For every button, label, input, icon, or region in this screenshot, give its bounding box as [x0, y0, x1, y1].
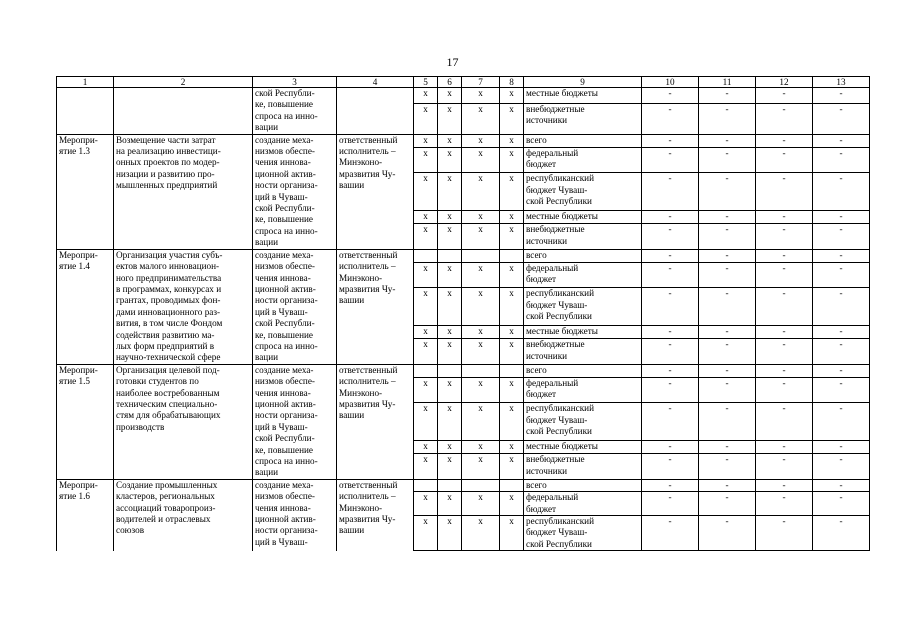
measure-goal: создание меха- низмов обеспе- чения иннова- ционной актив- ности организа- ций в Чуваш- ской Республи- ке, повышение спроса на инно- вации [253, 134, 337, 249]
funding-source: всего [524, 134, 642, 147]
code-cell: x [462, 262, 500, 287]
column-number: 2 [114, 77, 253, 88]
amount-cell: - [699, 516, 756, 551]
column-number: 9 [524, 77, 642, 88]
column-number: 1 [57, 77, 114, 88]
amount-cell: - [813, 147, 870, 172]
code-cell: x [462, 339, 500, 364]
measure-code: Меропри- ятие 1.4 [57, 249, 114, 364]
code-cell: x [438, 492, 462, 516]
code-cell: x [438, 134, 462, 147]
code-cell: x [414, 224, 438, 249]
amount-cell: - [642, 364, 699, 377]
amount-cell: - [699, 173, 756, 211]
code-cell: x [414, 262, 438, 287]
code-cell [500, 249, 524, 262]
amount-cell: - [756, 88, 813, 104]
amount-cell: - [642, 492, 699, 516]
code-cell: x [462, 288, 500, 326]
amount-cell: - [642, 479, 699, 491]
code-cell: x [500, 454, 524, 479]
code-cell: x [438, 454, 462, 479]
code-cell: x [500, 378, 524, 403]
amount-cell: - [813, 288, 870, 326]
code-cell: x [500, 492, 524, 516]
amount-cell: - [813, 403, 870, 441]
amount-cell: - [813, 224, 870, 249]
code-cell: x [462, 516, 500, 551]
funding-source: всего [524, 364, 642, 377]
funding-source: федеральный бюджет [524, 378, 642, 403]
amount-cell: - [642, 210, 699, 223]
funding-source: федеральный бюджет [524, 262, 642, 287]
amount-cell: - [699, 224, 756, 249]
code-cell: x [414, 134, 438, 147]
code-cell: x [438, 262, 462, 287]
code-cell: x [438, 378, 462, 403]
amount-cell: - [642, 249, 699, 262]
amount-cell: - [813, 492, 870, 516]
code-cell: x [414, 339, 438, 364]
amount-cell: - [756, 147, 813, 172]
amount-cell: - [813, 516, 870, 551]
column-number: 10 [642, 77, 699, 88]
funding-source: республиканский бюджет Чуваш- ской Республики [524, 288, 642, 326]
code-cell: x [462, 326, 500, 339]
amount-cell: - [813, 441, 870, 454]
code-cell [462, 364, 500, 377]
amount-cell: - [699, 479, 756, 491]
amount-cell: - [813, 249, 870, 262]
funding-source: республиканский бюджет Чуваш- ской Республики [524, 403, 642, 441]
amount-cell: - [699, 103, 756, 134]
funding-source: республиканский бюджет Чуваш- ской Республики [524, 516, 642, 551]
code-cell: x [414, 516, 438, 551]
amount-cell: - [699, 88, 756, 104]
measure-title: Организация участия субъ- ектов малого инновацион- ного предпринимательства в программах, конкурсах и грантах, проводимых фон- дами инновационного раз- вития, в том числе Фондом содействия развитию ма- лых форм предприятий в научно-технической сфере [114, 249, 253, 364]
table-row [57, 88, 870, 104]
code-cell: x [438, 88, 462, 104]
code-cell: x [438, 288, 462, 326]
code-cell: x [438, 326, 462, 339]
measure-executor: ответственный исполнитель – Минэконо- мразвития Чу- вашии [337, 364, 414, 479]
measure-code: Меропри- ятие 1.5 [57, 364, 114, 479]
table-row [57, 364, 870, 377]
amount-cell: - [756, 441, 813, 454]
code-cell: x [414, 326, 438, 339]
amount-cell: - [813, 88, 870, 104]
amount-cell: - [756, 224, 813, 249]
code-cell: x [438, 103, 462, 134]
funding-source: федеральный бюджет [524, 492, 642, 516]
measure-executor: ответственный исполнитель – Минэконо- мразвития Чу- вашии [337, 479, 414, 550]
funding-source: всего [524, 479, 642, 491]
column-number: 11 [699, 77, 756, 88]
code-cell: x [462, 88, 500, 104]
code-cell: x [414, 492, 438, 516]
code-cell: x [500, 441, 524, 454]
code-cell: x [462, 454, 500, 479]
column-number: 8 [500, 77, 524, 88]
amount-cell: - [642, 516, 699, 551]
code-cell: x [414, 88, 438, 104]
code-cell: x [438, 147, 462, 172]
code-cell [414, 249, 438, 262]
amount-cell: - [699, 441, 756, 454]
code-cell [500, 364, 524, 377]
code-cell: x [462, 378, 500, 403]
amount-cell: - [642, 173, 699, 211]
measure-title [114, 88, 253, 135]
funding-source: всего [524, 249, 642, 262]
amount-cell: - [642, 103, 699, 134]
program-table [56, 76, 870, 551]
amount-cell: - [699, 147, 756, 172]
code-cell: x [414, 288, 438, 326]
code-cell: x [414, 147, 438, 172]
amount-cell: - [699, 454, 756, 479]
amount-cell: - [813, 479, 870, 491]
code-cell [414, 364, 438, 377]
column-number: 4 [337, 77, 414, 88]
code-cell: x [438, 516, 462, 551]
code-cell: x [500, 288, 524, 326]
measure-goal: ской Республи- ке, повышение спроса на инно- вации [253, 88, 337, 135]
measure-title: Возмещение части затрат на реализацию инвестици- онных проектов по модер- низации и развитию про- мышленных предприятий [114, 134, 253, 249]
code-cell: x [500, 224, 524, 249]
amount-cell: - [642, 262, 699, 287]
code-cell: x [414, 173, 438, 211]
amount-cell: - [756, 454, 813, 479]
code-cell: x [500, 403, 524, 441]
amount-cell: - [756, 173, 813, 211]
measure-title: Создание промышленных кластеров, региональных ассоциаций товаропроиз- водителей и отраслевых союзов [114, 479, 253, 550]
column-number: 12 [756, 77, 813, 88]
measure-executor [337, 88, 414, 135]
amount-cell: - [699, 403, 756, 441]
funding-source: федеральный бюджет [524, 147, 642, 172]
code-cell: x [500, 147, 524, 172]
funding-source: внебюджетные источники [524, 454, 642, 479]
measure-executor: ответственный исполнитель – Минэконо- мразвития Чу- вашии [337, 249, 414, 364]
code-cell: x [414, 103, 438, 134]
code-cell [462, 479, 500, 491]
amount-cell: - [699, 210, 756, 223]
amount-cell: - [699, 364, 756, 377]
funding-source: республиканский бюджет Чуваш- ской Республики [524, 173, 642, 211]
code-cell [462, 249, 500, 262]
amount-cell: - [756, 210, 813, 223]
code-cell: x [462, 103, 500, 134]
amount-cell: - [642, 88, 699, 104]
code-cell [438, 364, 462, 377]
code-cell [414, 479, 438, 491]
column-number: 3 [253, 77, 337, 88]
amount-cell: - [756, 479, 813, 491]
code-cell: x [500, 103, 524, 134]
funding-source: местные бюджеты [524, 441, 642, 454]
column-number: 13 [813, 77, 870, 88]
code-cell: x [462, 403, 500, 441]
code-cell: x [500, 134, 524, 147]
code-cell: x [462, 492, 500, 516]
amount-cell: - [699, 492, 756, 516]
measure-code [57, 88, 114, 135]
amount-cell: - [756, 378, 813, 403]
amount-cell: - [756, 403, 813, 441]
amount-cell: - [756, 364, 813, 377]
code-cell: x [414, 454, 438, 479]
amount-cell: - [756, 516, 813, 551]
amount-cell: - [642, 441, 699, 454]
code-cell: x [414, 210, 438, 223]
amount-cell: - [642, 454, 699, 479]
amount-cell: - [756, 326, 813, 339]
code-cell: x [500, 88, 524, 104]
code-cell: x [500, 326, 524, 339]
code-cell: x [438, 210, 462, 223]
amount-cell: - [813, 103, 870, 134]
column-number: 6 [438, 77, 462, 88]
table-row [57, 479, 870, 491]
measure-executor: ответственный исполнитель – Минэконо- мразвития Чу- вашии [337, 134, 414, 249]
amount-cell: - [813, 173, 870, 211]
column-number: 7 [462, 77, 500, 88]
measure-code: Меропри- ятие 1.6 [57, 479, 114, 550]
amount-cell: - [756, 262, 813, 287]
amount-cell: - [642, 339, 699, 364]
table-row [57, 249, 870, 262]
funding-source: местные бюджеты [524, 326, 642, 339]
measure-code: Меропри- ятие 1.3 [57, 134, 114, 249]
column-number-row [57, 77, 870, 88]
amount-cell: - [756, 339, 813, 364]
amount-cell: - [756, 492, 813, 516]
table-row [57, 134, 870, 147]
amount-cell: - [699, 134, 756, 147]
page-number: 17 [446, 55, 459, 69]
measure-goal: создание меха- низмов обеспе- чения иннова- ционной актив- ности организа- ций в Чуваш- [253, 479, 337, 550]
code-cell: x [500, 339, 524, 364]
amount-cell: - [642, 224, 699, 249]
code-cell: x [500, 173, 524, 211]
funding-source: местные бюджеты [524, 210, 642, 223]
amount-cell: - [642, 288, 699, 326]
code-cell: x [462, 173, 500, 211]
amount-cell: - [813, 454, 870, 479]
code-cell: x [462, 210, 500, 223]
amount-cell: - [642, 326, 699, 339]
code-cell: x [414, 403, 438, 441]
amount-cell: - [699, 288, 756, 326]
code-cell: x [414, 378, 438, 403]
code-cell [500, 479, 524, 491]
amount-cell: - [813, 339, 870, 364]
measure-goal: создание меха- низмов обеспе- чения иннова- ционной актив- ности организа- ций в Чуваш- ской Республи- ке, повышение спроса на инно- вации [253, 364, 337, 479]
code-cell: x [438, 339, 462, 364]
amount-cell: - [756, 134, 813, 147]
amount-cell: - [699, 326, 756, 339]
amount-cell: - [813, 326, 870, 339]
measure-title: Организация целевой под- готовки студентов по наиболее востребованным техническим специально- стям для обрабатывающих производств [114, 364, 253, 479]
code-cell: x [500, 210, 524, 223]
amount-cell: - [813, 134, 870, 147]
funding-source: внебюджетные источники [524, 339, 642, 364]
amount-cell: - [756, 103, 813, 134]
code-cell: x [462, 441, 500, 454]
amount-cell: - [756, 249, 813, 262]
code-cell: x [438, 403, 462, 441]
code-cell: x [438, 441, 462, 454]
funding-source: местные бюджеты [524, 88, 642, 104]
measure-goal: создание меха- низмов обеспе- чения иннова- ционной актив- ности организа- ций в Чуваш- ской Республи- ке, повышение спроса на инно- вации [253, 249, 337, 364]
funding-source: внебюджетные источники [524, 224, 642, 249]
amount-cell: - [699, 378, 756, 403]
amount-cell: - [813, 262, 870, 287]
code-cell [438, 479, 462, 491]
amount-cell: - [642, 378, 699, 403]
code-cell [438, 249, 462, 262]
amount-cell: - [699, 249, 756, 262]
code-cell: x [462, 147, 500, 172]
code-cell: x [462, 224, 500, 249]
amount-cell: - [813, 378, 870, 403]
amount-cell: - [642, 147, 699, 172]
amount-cell: - [756, 288, 813, 326]
funding-source: внебюджетные источники [524, 103, 642, 134]
amount-cell: - [699, 262, 756, 287]
amount-cell: - [642, 403, 699, 441]
code-cell: x [438, 173, 462, 211]
code-cell: x [414, 441, 438, 454]
code-cell: x [438, 224, 462, 249]
amount-cell: - [699, 339, 756, 364]
amount-cell: - [813, 364, 870, 377]
code-cell: x [500, 262, 524, 287]
amount-cell: - [813, 210, 870, 223]
amount-cell: - [642, 134, 699, 147]
code-cell: x [500, 516, 524, 551]
code-cell: x [462, 134, 500, 147]
column-number: 5 [414, 77, 438, 88]
